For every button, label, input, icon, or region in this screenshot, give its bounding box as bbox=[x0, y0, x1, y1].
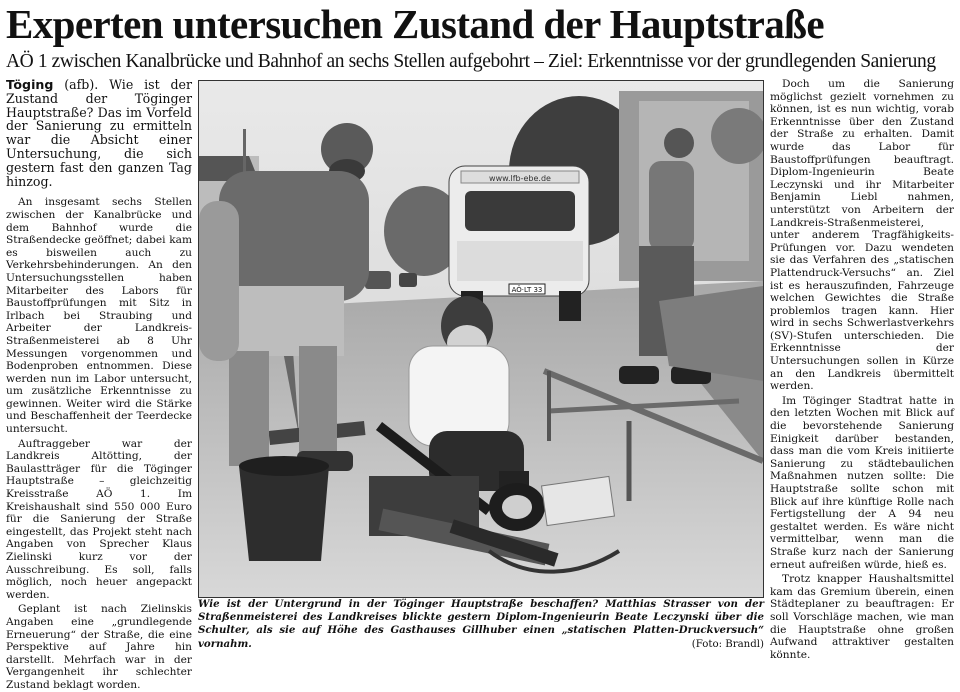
right-column bbox=[770, 78, 954, 661]
body-paragraph: Im Töginger Stadtrat hatte in den letzten Wochen mit Blick auf die bevorstehende Sanierung Einigkeit darüber bestanden, dass man die vom Kreis initiierte Sanierung zu städtebaulichen Maßnahmen nutzen sollte: Die Hauptstraße sollte schon mit Blick auf ihre künftige Rolle nach Fertigstellung der A 94 neu gestaltet werden. Es wäre nicht vermittelbar, wenn man die Straße kurz nach der Sanierung erneut aufreißen würde, hieß es. bbox=[770, 394, 954, 571]
agency-tag: (afb). bbox=[64, 77, 99, 92]
body-paragraph: An insgesamt sechs Stellen zwischen der Kanalbrücke und dem Bahnhof wurde die Straßendecke geöffnet; dabei kam es bisweilen auch zu Verkehrsbehinderungen. An den Untersuchungsstellen haben Mitarbeiter des Labors für Baustoffprüfungen mit Sitz in Irlbach bei Straubing und Arbeiter der Landkreis-Straßenmeisterei ab 8 Uhr Messungen vorgenommen und Bodenproben entnommen. Diese werden nun im Labor untersucht, um zusätzliche Erkenntnisse zu gewinnen. Weiter wird die Stärke und Beschaffenheit der Teerdecke untersucht. bbox=[6, 196, 192, 436]
lead-text: Wie ist der Zustand der Töginger Hauptstraße? Das im Vorfeld der Sanierung zu ermitteln war die Absicht einer Untersuchung, die sich gestern fast den ganzen Tag hinzog. bbox=[6, 77, 192, 189]
caption-text: Wie ist der Untergrund in der Töginger Hauptstraße beschaffen? Matthias Strasser von der Straßenmeisterei des Landkreises blickte gestern Diplom-Ingenieurin Beate Leczynski über die Schulter, als sie auf Höhe des Gasthauses Gillhuber einen „statischen Platten-Druckversuch“ vornahm. bbox=[198, 598, 764, 650]
article-photo bbox=[198, 80, 764, 598]
van-banner: www.lfb-ebe.de bbox=[489, 174, 551, 183]
subheadline: AÖ 1 zwischen Kanalbrücke und Bahnhof an sechs Stellen aufgebohrt – Ziel: Erkenntnisse vor der grundlegenden Sanierung bbox=[6, 51, 936, 72]
lead-paragraph bbox=[6, 78, 192, 188]
headline: Experten untersuchen Zustand der Hauptstraße bbox=[6, 1, 824, 47]
van-plate: AÖ·LT 33 bbox=[511, 286, 543, 294]
photo-caption bbox=[198, 598, 764, 651]
body-paragraph: Auftraggeber war der Landkreis Altötting, der Baulastträger für die Töginger Hauptstraße – gleichzeitig Kreisstraße AÖ 1. Im Kreishaushalt sind 550 000 Euro für die Sanierung der Straße eingestellt, das Projekt steht nach Angaben von Sprecher Klaus Zielinski kurz vor der Ausschreibung. Es soll, falls möglich, noch heuer angepackt werden. bbox=[6, 437, 192, 601]
body-paragraph: Trotz knapper Haushaltsmittel kam das Gremium überein, einen Städteplaner zu beauftragen: Er soll Vorschläge machen, wie man die Hauptstraße ohne großen Aufwand attraktiver gestalten könnte. bbox=[770, 573, 954, 661]
photo-credit: (Foto: Brandl) bbox=[691, 638, 764, 650]
left-column bbox=[6, 78, 192, 692]
body-paragraph: Geplant ist nach Zielinskis Angaben eine „grundlegende Erneuerung“ der Straße, die eine Perspektive auf Jahre hin darstellt. Mehrfach war in der Vergangenheit ihr schlechter Zustand beklagt worden. bbox=[6, 603, 192, 691]
body-paragraph: Doch um die Sanierung möglichst gezielt vornehmen zu können, ist es nun wichtig, vorab Erkenntnisse über den Zustand der Straße zu erhalten. Damit wurde das Labor für Baustoffprüfungen beauftragt. Diplom-Ingenieurin Beate Leczynski und ihr Mitarbeiter Benjamin Liebl nahmen, unterstützt von Arbeitern der Landkreis-Straßenmeisterei, unter anderem Tragfähigkeits-Prüfungen vor. Dazu wendeten sie das Verfahren des „statischen Plattendruck-Versuchs“ an. Ziel ist es herauszufinden, Fahrzeuge welchen Gewichtes die Straße problemlos tragen kann. Hier wird in sechs Schwerlastverkehrs (SV)-Stufen unterschieden. Die Erkenntnisse der Untersuchungen sollen in Kürze an den Landkreis übermittelt werden. bbox=[770, 78, 954, 393]
dateline: Töging bbox=[6, 77, 54, 92]
